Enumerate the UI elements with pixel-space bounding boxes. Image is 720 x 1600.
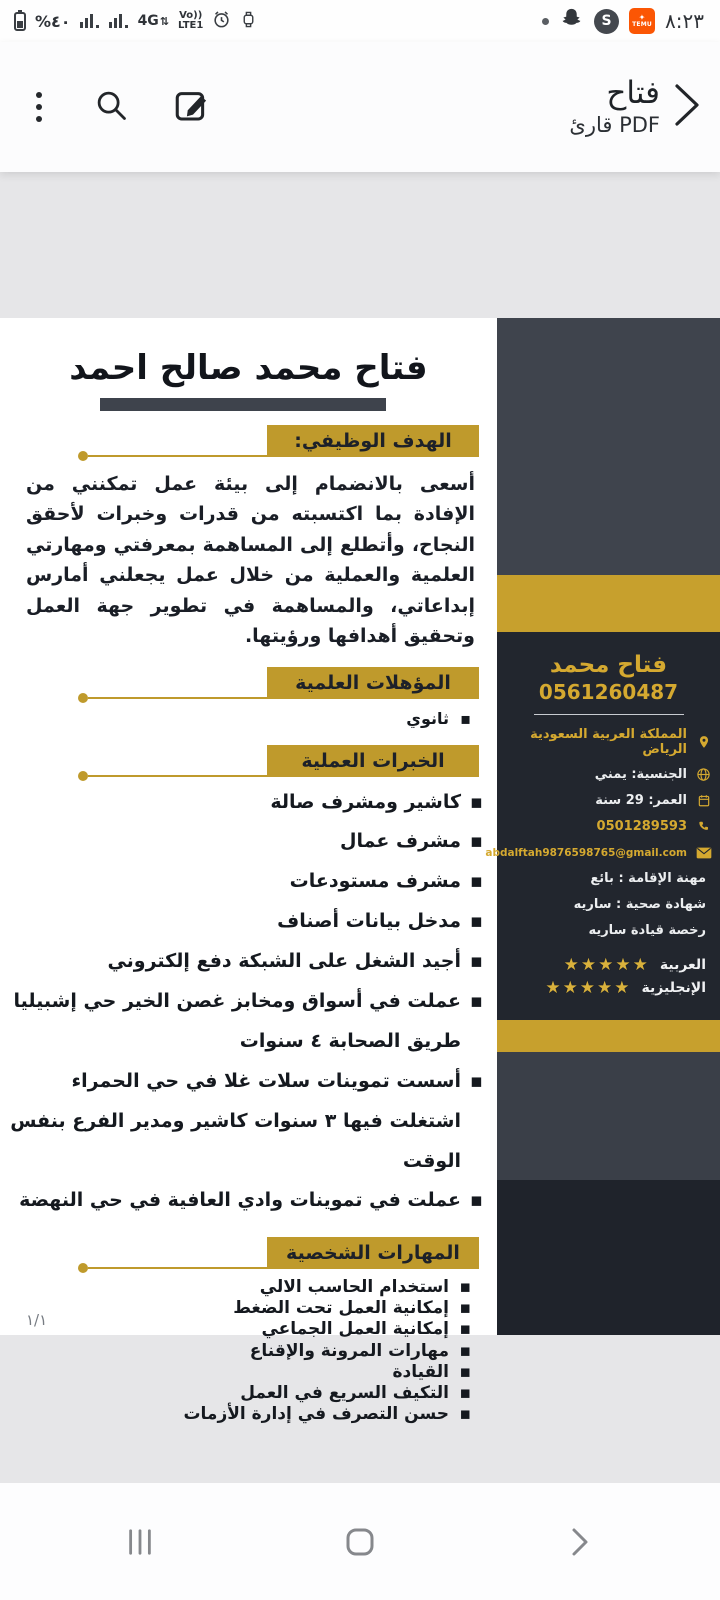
sidebar-info-block <box>485 632 720 1020</box>
sidebar-bottom-block <box>497 1180 720 1335</box>
envelope-icon <box>695 847 712 859</box>
status-right-cluster <box>542 7 706 36</box>
clock-time: ٨:٢٣ <box>665 9 704 33</box>
list-item: ▪ مهارات المرونة والإقناع <box>0 1341 479 1362</box>
cv-sidebar <box>485 318 720 1335</box>
list-item: ▪ القيادة <box>0 1362 479 1383</box>
list-item: ▪ عملت في أسواق ومخابز غصن الخير حي إشبيليا طريق الصحابة ٤ سنوات <box>10 982 491 1062</box>
contact-rows <box>485 727 720 939</box>
star-rating: ★★★★★ <box>563 955 650 975</box>
experience-heading: الخبرات العملية <box>267 745 479 777</box>
search-icon[interactable] <box>92 86 130 128</box>
list-item: ▪ مشرف مستودعات <box>10 862 491 902</box>
network-4g-indicator: 4G ⇅ <box>137 13 170 29</box>
contact-row: الجنسية: يمني <box>503 766 712 783</box>
language-row: العربية ★★★★★ <box>563 955 706 975</box>
header-tail-line <box>88 455 267 457</box>
sidebar-top-block <box>497 318 720 575</box>
updown-arrows-icon: ⇅ <box>159 14 170 28</box>
globe-icon <box>695 767 712 782</box>
snapchat-icon <box>559 7 584 36</box>
sidebar-phone: 0561260487 <box>538 680 679 704</box>
section-header-experience <box>0 745 497 777</box>
contact-row: رخصة قيادة ساريه <box>588 923 706 938</box>
signal-bars-icon-2 <box>109 13 129 29</box>
notification-dot <box>542 18 549 25</box>
home-button[interactable] <box>330 1512 390 1572</box>
list-item: ▪ مدخل بيانات أصناف <box>10 902 491 942</box>
header-tail-line <box>88 697 267 699</box>
app-subtitle: قارئ PDF <box>569 113 660 137</box>
cv-name-title: فتاح محمد صالح احمد <box>69 348 428 388</box>
title-stack <box>569 75 660 139</box>
list-item: ▪ كاشير ومشرف صالة <box>10 783 491 823</box>
list-item: ▪ إمكانية العمل الجماعي <box>0 1319 479 1340</box>
contact-row: مهنة الإقامة : بائع <box>590 871 706 886</box>
back-button[interactable] <box>550 1512 610 1572</box>
skills-list <box>0 1277 479 1425</box>
pdf-page <box>0 318 720 1424</box>
title-underline-bar <box>100 398 386 411</box>
education-list <box>0 707 479 730</box>
app-bar-actions <box>28 84 214 130</box>
status-bar <box>0 0 720 42</box>
objective-heading: الهدف الوظيفي: <box>267 425 479 457</box>
sidebar-divider <box>534 714 684 715</box>
list-item: ▪ مشرف عمال <box>10 822 491 862</box>
section-header-skills <box>0 1237 497 1269</box>
temu-mark: ✦ <box>638 13 646 22</box>
list-item: ▪ أجيد الشغل على الشبكة دفع إلكتروني <box>10 942 491 982</box>
overflow-menu-icon[interactable] <box>28 88 50 126</box>
list-item: ▪ أسست تموينات سلات غلا في حي الحمراء اشتغلت فيها ٣ سنوات كاشير ومدير الفرع بنفس الوقت <box>10 1062 491 1182</box>
battery-icon <box>14 12 26 31</box>
phone-icon <box>695 820 712 834</box>
temu-badge-icon: ✦ TEMU <box>629 8 655 34</box>
s-app-badge-icon: S <box>594 9 619 34</box>
sidebar-gold-band-bottom <box>497 1020 720 1052</box>
sidebar-gold-band-top <box>497 575 720 632</box>
language-ratings <box>497 955 720 998</box>
edit-icon[interactable] <box>172 84 214 130</box>
contact-row: abdalftah9876598765@gmail.com <box>503 844 712 861</box>
section-header-objective <box>0 425 497 457</box>
contact-row: 0501289593 <box>503 818 712 835</box>
section-header-education <box>0 667 497 699</box>
android-nav-bar <box>0 1483 720 1600</box>
header-tail-dot <box>78 693 88 703</box>
list-item: ▪ عملت في تموينات وادي العافية في حي النهضة <box>10 1181 491 1221</box>
back-chevron-icon[interactable] <box>670 77 704 137</box>
header-tail-dot <box>78 451 88 461</box>
header-tail-line <box>88 1267 267 1269</box>
app-bar <box>0 42 720 172</box>
location-pin-icon <box>695 734 712 750</box>
cv-main-column <box>0 318 497 1424</box>
header-tail-dot <box>78 1263 88 1273</box>
star-rating: ★★★★★ <box>545 978 632 998</box>
battery-percent: %٤٠ <box>35 11 71 31</box>
contact-row: العمر: 29 سنة <box>503 792 712 809</box>
contact-row: المملكة العربية السعودية الرياض <box>503 727 712 757</box>
skills-heading: المهارات الشخصية <box>267 1237 479 1269</box>
education-heading: المؤهلات العلمية <box>267 667 479 699</box>
sidebar-name: فتاح محمد <box>549 652 668 678</box>
list-item: ▪ ثانوي <box>0 707 479 730</box>
list-item: ▪ إمكانية العمل تحت الضغط <box>0 1298 479 1319</box>
objective-paragraph: أسعى بالانضمام إلى بيئة عمل تمكنني من الإفادة بما اكتسبته من قدرات وخبرات لأحقق النجاح، وأتطلع إلى المساهمة بمعرفتي ومهارتي العلمية والعملية من خلال عمل يجعلني أمارس إبداعاتي، والمساهمة في تطوير جهة العمل وتحقيق أهدافها ورؤيتها. <box>26 473 475 647</box>
header-tail-dot <box>78 771 88 781</box>
header-tail-line <box>88 775 267 777</box>
list-item: ▪ حسن التصرف في إدارة الأزمات <box>0 1404 479 1425</box>
calendar-icon <box>695 793 712 808</box>
signal-bars-icon <box>80 13 100 29</box>
smartwatch-icon <box>240 10 257 33</box>
alarm-clock-icon <box>212 10 231 33</box>
document-title: فتاح <box>606 75 660 111</box>
sidebar-lower-block <box>497 1052 720 1180</box>
volte-lte-indicator: Vo)) LTE1 <box>178 10 204 31</box>
contact-row: شهادة صحية : ساريه <box>573 897 706 912</box>
pdf-viewport[interactable] <box>0 172 720 1483</box>
app-bar-title-group <box>569 75 704 139</box>
experience-list <box>10 783 491 1222</box>
language-row: الإنجليزية ★★★★★ <box>545 978 706 998</box>
list-item: ▪ استخدام الحاسب الالي <box>0 1277 479 1298</box>
page-number: ١/١ <box>26 1311 48 1329</box>
list-item: ▪ التكيف السريع في العمل <box>0 1383 479 1404</box>
status-left-cluster <box>14 10 257 33</box>
recents-button[interactable] <box>110 1512 170 1572</box>
